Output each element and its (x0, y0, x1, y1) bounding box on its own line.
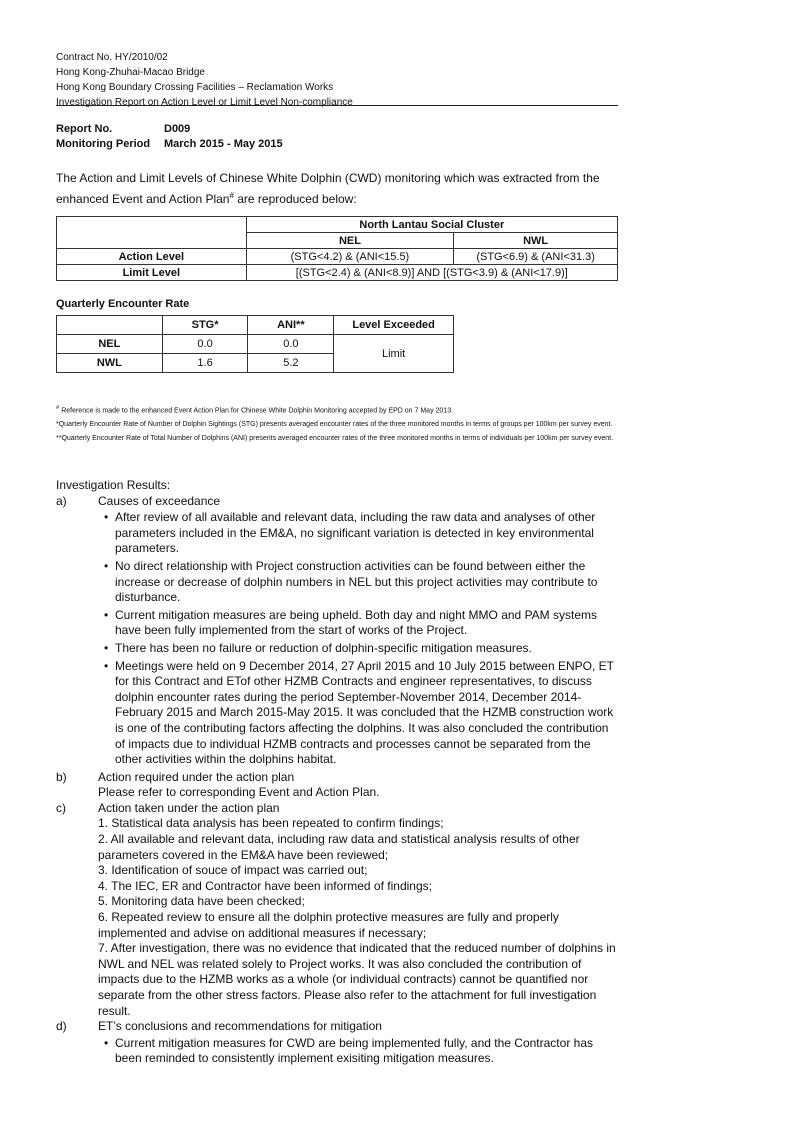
list-item (56, 510, 618, 557)
list-item: 5. Monitoring data have been checked; (98, 894, 305, 909)
header-divider (56, 105, 618, 106)
enc-row-stg: 0.0 (162, 335, 248, 354)
report-meta (56, 122, 283, 152)
footnote-sup: # (56, 405, 60, 411)
bullet-text: Current mitigation measures are being upheld. Both day and night MMO and PAM systems have been fully implemented from the start of works of the Project. (115, 607, 598, 638)
enc-row-name: NEL (57, 335, 163, 354)
section-letter: c) (56, 800, 66, 815)
list-item: 3. Identification of souce of impact was carried out; (98, 863, 368, 878)
list-item: 2. All available and relevant data, including raw data and statistical analysis results of other parameters covered in the EM&A have been reviewed; (98, 832, 580, 862)
section-b (56, 770, 618, 786)
list-item: 6. Repeated review to ensure all the dolphin protective measures are fully and properly implemented and advise on additional measures if necessary; (98, 910, 559, 940)
facility-name: Hong Kong Boundary Crossing Facilities – Reclamation Works (56, 82, 334, 93)
list-item: 4. The IEC, ER and Contractor have been informed of findings; (98, 878, 432, 893)
enc-row-ani: 5.2 (248, 354, 334, 373)
section-title: ET’s conclusions and recommendations for mitigation (98, 1019, 382, 1034)
list-item: 7. After investigation, there was no evidence that indicated that the reduced number of dolphins in NWL and NEL was related solely to Project works. It was also concluded the contribution of impacts due to the HZMB works as a whole (or individual contracts) cannot be quantified nor separate from the other stress factors. Please also refer to the attachment for full investigation result. (98, 941, 616, 1018)
levels-corner (57, 217, 247, 249)
list-item (56, 641, 618, 657)
project-name: Hong Kong-Zhuhai-Macao Bridge (56, 67, 205, 78)
enc-row-stg: 1.6 (162, 354, 248, 373)
intro-text-a: The Action and Limit Levels of Chinese White Dolphin (CWD) monitoring which was extracted from the enhanced Event and Action Plan (56, 171, 600, 206)
limit-level-value: [(STG<2.4) & (ANI<8.9)] AND [(STG<3.9) & (ANI<17.9)] (246, 265, 617, 281)
enc-row-name: NWL (57, 354, 163, 373)
period-value: March 2015 - May 2015 (164, 138, 283, 150)
section-title: Causes of exceedance (98, 493, 221, 508)
section-c (56, 801, 618, 817)
bullet-icon: • (104, 640, 109, 655)
bullet-text: Current mitigation measures for CWD are being implemented fully, and the Contractor has been reminded to consistently implement exisiting mitigation measures. (115, 1035, 593, 1066)
enc-row-ani: 0.0 (248, 335, 334, 354)
section-b-text: Please refer to corresponding Event and Action Plan. (98, 785, 380, 800)
bullet-text: No direct relationship with Project construction activities can be found between either the increase or decrease of dolphin numbers in NEL but this project activities may contribute to disturbance. (115, 558, 598, 605)
action-level-label: Action Level (57, 249, 247, 265)
document-header (56, 50, 618, 110)
list-item (56, 659, 618, 768)
contract-number: Contract No. HY/2010/02 (56, 52, 168, 63)
levels-table (56, 216, 618, 281)
section-title: Action taken under the action plan (98, 800, 280, 815)
report-no-value: D009 (164, 123, 191, 135)
section-letter: b) (56, 769, 67, 784)
intro-sup: # (229, 191, 234, 200)
enc-level-exceeded: Limit (334, 335, 454, 373)
table-row (57, 335, 454, 354)
bullet-icon: • (104, 558, 109, 573)
report-no-label: Report No. (56, 123, 113, 135)
list-item (56, 1036, 618, 1067)
section-letter: a) (56, 493, 67, 508)
bullet-icon: • (104, 658, 109, 673)
section-letter: d) (56, 1019, 67, 1034)
report-type: Investigation Report on Action Level or Limit Level Non-compliance (56, 97, 353, 108)
section-d (56, 1019, 618, 1035)
enc-header-blank (57, 316, 163, 335)
enc-header-stg: STG* (162, 316, 248, 335)
footnote: *Quarterly Encounter Rate of Number of Dolphin Sightings (STG) presents averaged encounter rates of the three monitored months in terms of groups per 100km per survey event. (56, 421, 613, 429)
enc-header-level: Level Exceeded (334, 316, 454, 335)
intro-text-b: are reproduced below: (233, 192, 357, 206)
intro-paragraph (56, 170, 618, 208)
footnote: **Quarterly Encounter Rate of Total Number of Dolphins (ANI) presents averaged encounter rates of the three monitored months in terms of individuals per 100km per survey event. (56, 435, 614, 443)
bullet-icon: • (104, 607, 109, 622)
col-nel: NEL (246, 233, 454, 249)
encounter-title: Quarterly Encounter Rate (56, 298, 190, 310)
bullet-icon: • (104, 1035, 109, 1050)
list-item (56, 608, 618, 639)
bullet-text: Meetings were held on 9 December 2014, 27 April 2015 and 10 July 2015 between ENPO, ET for this Contract and ETof other HZMB Contracts and engineer representatives, to discuss dolphin encounter rates during the period September-November 2014, December 2014-February 2015 and March 2015-May 2015. It was concluded that the HZMB construction work is one of the contributing factors affecting the dolphins. It was also concluded the contribution of impacts due to individual HZMB contracts and processes cannot be separated from the other activities within the dolphins habitat. (115, 658, 614, 767)
col-nwl: NWL (454, 233, 618, 249)
bullet-text: After review of all available and relevant data, including the raw data and analyses of other parameters included in the EM&A, no significant variation is detected in key environmental parameters. (115, 510, 596, 556)
encounter-table (56, 315, 454, 373)
results-heading: Investigation Results: (56, 478, 171, 492)
section-title: Action required under the action plan (98, 769, 295, 784)
limit-level-label: Limit Level (57, 265, 247, 281)
enc-header-ani: ANI** (248, 316, 334, 335)
footnote (56, 403, 618, 416)
cluster-header: North Lantau Social Cluster (246, 217, 617, 233)
investigation-results (56, 478, 618, 1069)
list-item: 1. Statistical data analysis has been repeated to confirm findings; (98, 816, 444, 831)
action-level-nwl: (STG<6.9) & (ANI<31.3) (454, 249, 618, 265)
footnote-text: Reference is made to the enhanced Event Action Plan for Chinese White Dolphin Monitoring accepted by EPD on 7 May 2013. (59, 407, 454, 415)
action-level-nel: (STG<4.2) & (ANI<15.5) (246, 249, 454, 265)
section-a (56, 494, 618, 510)
period-label: Monitoring Period (56, 138, 151, 150)
footnotes (56, 403, 618, 448)
bullet-text: There has been no failure or reduction of dolphin-specific mitigation measures. (115, 640, 532, 655)
bullet-icon: • (104, 510, 109, 525)
list-item (56, 559, 618, 606)
